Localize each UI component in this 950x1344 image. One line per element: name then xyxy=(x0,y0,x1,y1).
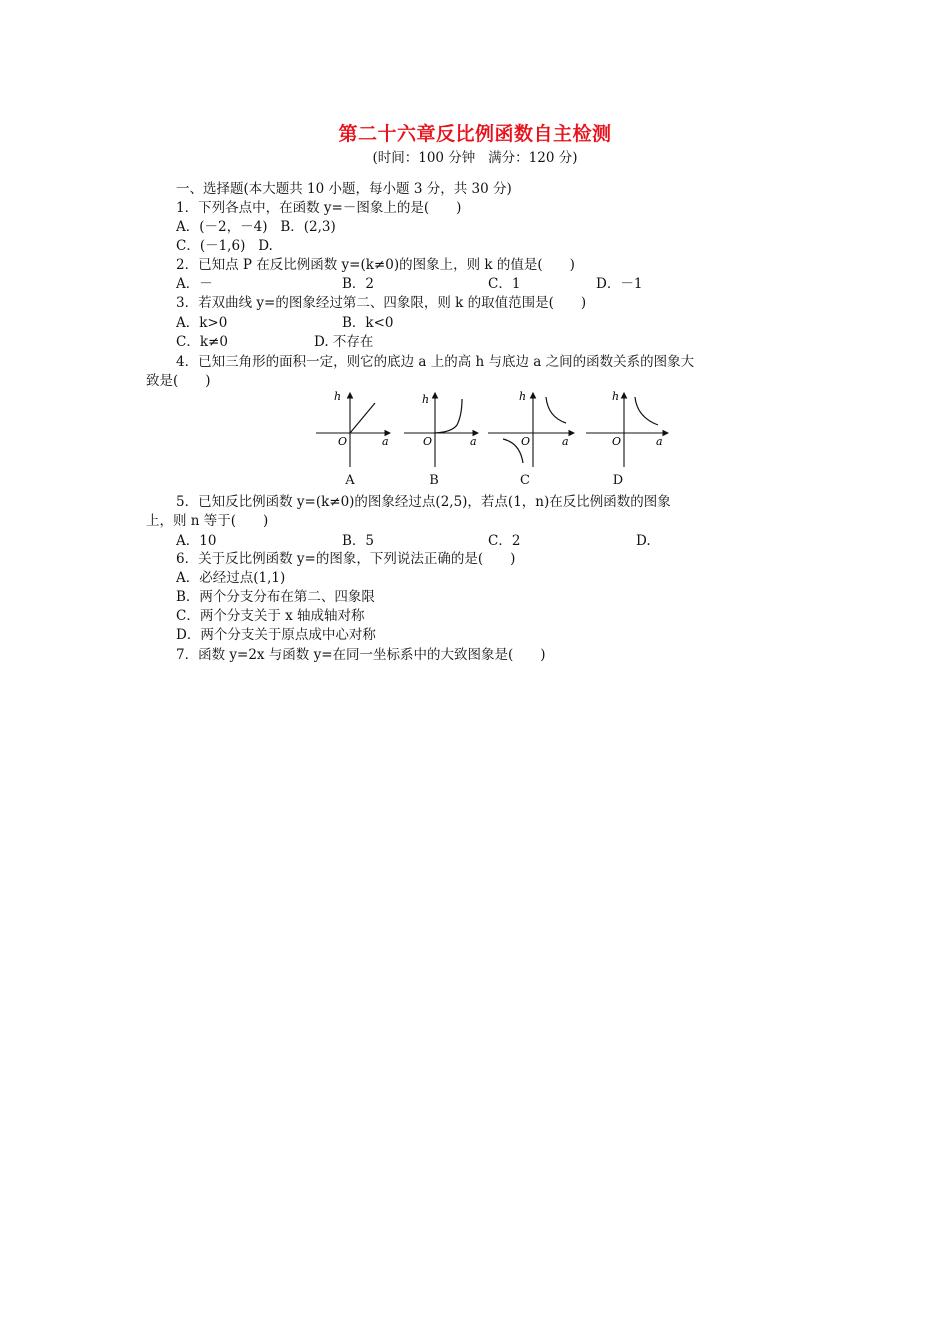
graph-d xyxy=(586,390,668,467)
q6-option-d: D．两个分支关于原点成中心对称 xyxy=(176,627,376,643)
graph-a-a-label: a xyxy=(382,435,389,448)
graph-c-h-label: h xyxy=(519,390,527,403)
q1-stem: 1．下列各点中，在函数 y=－图象上的是( ) xyxy=(176,200,462,216)
graph-d-a-label: a xyxy=(656,435,663,448)
q3-stem: 3．若双曲线 y=的图象经过第二、四象限，则 k 的取值范围是( ) xyxy=(176,295,587,311)
q2-stem: 2．已知点 P 在反比例函数 y=(k≠0)的图象上，则 k 的值是( ) xyxy=(176,257,575,273)
q6-option-c: C．两个分支关于 x 轴成轴对称 xyxy=(176,608,365,624)
graph-b-h-label: h xyxy=(422,393,430,406)
graph-c-origin-label: O xyxy=(521,435,531,448)
q6-stem: 6．关于反比例函数 y=的图象，下列说法正确的是( ) xyxy=(176,551,516,567)
graph-d-caption: D xyxy=(612,473,624,488)
q6-option-b: B．两个分支分布在第二、四象限 xyxy=(176,589,375,605)
graph-c-curve-lower xyxy=(503,439,523,463)
graph-a-caption: A xyxy=(345,473,355,488)
q7-stem: 7．函数 y=2x 与函数 y=在同一坐标系中的大致图象是( ) xyxy=(176,647,546,663)
graph-b xyxy=(404,393,478,467)
q2-option-d: D．－1 xyxy=(596,276,643,292)
q3-option-a: A．k>0 xyxy=(176,315,228,331)
q4-stem-line2: 致是( ) xyxy=(146,373,211,389)
q5-option-a: A．10 xyxy=(176,533,217,549)
graph-b-a-label: a xyxy=(470,435,477,448)
q5-option-b: B．5 xyxy=(342,533,375,549)
q2-option-c: C．1 xyxy=(488,276,521,292)
q1-options-cd: C．(－1,6) D. xyxy=(176,238,273,254)
graph-b-caption: B xyxy=(429,473,439,488)
graph-a-h-label: h xyxy=(334,390,342,403)
q2-option-b: B．2 xyxy=(342,276,375,292)
q4-stem-line1: 4．已知三角形的面积一定，则它的底边 a 上的高 h 与底边 a 之间的函数关系的图象大 xyxy=(176,354,695,370)
q2-option-a: A．－ xyxy=(176,276,213,292)
page-title: 第二十六章反比例函数自主检测 xyxy=(338,123,612,145)
graph-b-curve xyxy=(435,399,462,433)
q5-option-c: C．2 xyxy=(488,533,521,549)
graph-c-a-label: a xyxy=(562,435,569,448)
q1-options-ab: A．(－2，－4) B．(2,3) xyxy=(176,219,336,235)
q3-option-b: B．k<0 xyxy=(342,315,394,331)
graph-c-curve-upper xyxy=(546,397,566,423)
q5-stem-line1: 5．已知反比例函数 y=(k≠0)的图象经过点(2,5)，若点(1，n)在反比例函数的图象 xyxy=(176,494,671,510)
q5-option-d: D. xyxy=(636,533,651,549)
graph-c xyxy=(488,390,574,467)
section-heading: 一、选择题(本大题共 10 小题，每小题 3 分，共 30 分) xyxy=(176,181,512,197)
graph-a-curve xyxy=(350,403,375,433)
q4-graph-options xyxy=(312,389,672,469)
q6-option-a: A．必经过点(1,1) xyxy=(176,570,286,586)
q3-option-d: D. 不存在 xyxy=(314,334,374,350)
graph-a xyxy=(316,390,390,467)
graph-d-origin-label: O xyxy=(612,435,622,448)
q3-option-c: C．k≠0 xyxy=(176,334,228,350)
graph-c-caption: C xyxy=(520,473,530,488)
graph-d-curve xyxy=(635,397,658,425)
q5-stem-line2: 上，则 n 等于( ) xyxy=(146,513,269,529)
graph-b-origin-label: O xyxy=(423,435,433,448)
page-subtitle: (时间：100 分钟 满分：120 分) xyxy=(372,150,578,166)
graph-d-h-label: h xyxy=(612,390,620,403)
graph-a-origin-label: O xyxy=(338,435,348,448)
